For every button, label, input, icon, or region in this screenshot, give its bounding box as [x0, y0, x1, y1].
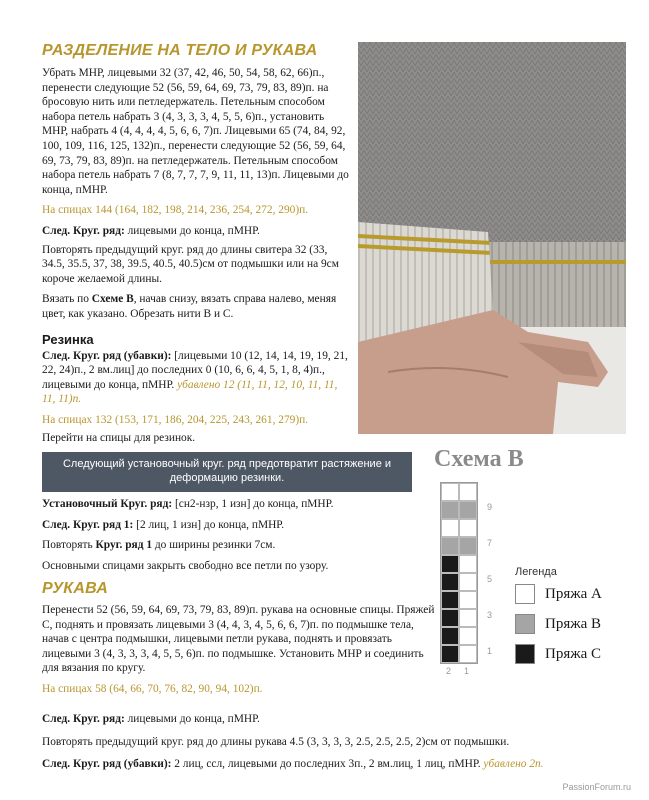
sleeves-dec-text: 2 лиц, ссл, лицевыми до последних 3п., 2 вм.лиц, 1 лиц, пМНР. [171, 758, 484, 771]
legend-label: Пряжа В [545, 615, 602, 632]
setup-text: [сн2-нзр, 1 изн] до конца, пМНР. [172, 498, 334, 510]
chart-cell [459, 573, 477, 591]
ribbing-title: Резинка [42, 331, 94, 347]
row1-label: След. Круг. ряд 1: [42, 518, 134, 531]
repeat-bold: Круг. ряд 1 [95, 539, 153, 552]
dec-label: След. Круг. ряд (убавки): [42, 349, 172, 362]
sweater-photo [358, 42, 626, 434]
sweater-photo-illustration [358, 42, 626, 434]
footer-watermark: PassionForum.ru [562, 782, 631, 792]
legend-swatch [515, 614, 535, 634]
chart-cell [441, 573, 459, 591]
chart-cell [459, 609, 477, 627]
chart-cell [459, 645, 477, 663]
tip-box [42, 452, 412, 492]
dec-text: [лицевыми 10 (12, 14, 14, 19, 19, 21, 22, 24)п., 2 вм.лиц] до последних 0 (10, 6, 6, 4, 5, 1, 8, 4)п., лицевыми до конца, пМНР. [42, 349, 348, 391]
legend-item [515, 584, 602, 604]
chart-cell [459, 627, 477, 645]
legend-swatch [515, 644, 535, 664]
section1-row [42, 224, 352, 239]
legend-item [515, 614, 602, 634]
sleeves-section [42, 603, 442, 697]
sleeves-row [42, 712, 622, 727]
chart-cell [459, 483, 477, 501]
sleeves-rows [42, 712, 622, 772]
chart-cell [459, 555, 477, 573]
chart-cell [459, 537, 477, 555]
chart-cell [459, 519, 477, 537]
chart-grid [440, 482, 478, 664]
ribbing-count: На спицах 132 (153, 171, 186, 204, 225, 243, 261, 279)п. [42, 413, 309, 426]
bindoff: Основными спицами закрыть свободно все петли по узору. [42, 559, 329, 572]
chart-title: Схема В [434, 446, 524, 472]
chart-row-number: 7 [487, 538, 493, 548]
repeat-row [42, 538, 432, 553]
chart-col-number: 2 [446, 666, 452, 676]
section1-text [42, 66, 352, 446]
sleeves-row-label: След. Круг. ряд: [42, 713, 125, 725]
sleeves-para2: Повторять предыдущий круг. ряд до длины рукава 4.5 (3, 3, 3, 3, 2.5, 2.5, 2.5, 2)см от подмышки. [42, 735, 510, 748]
chart-row-number: 9 [487, 502, 493, 512]
chart-cell [441, 483, 459, 501]
para3-post: , начав снизу, вязать справа налево, меняя цвет, как указано. Обрезать нити В и С. [42, 293, 337, 320]
chart-cell [441, 645, 459, 663]
para3-pre: Вязать по [42, 293, 92, 306]
ribbing-switch: Перейти на спицы для резинок. [42, 432, 196, 445]
section1-para1: Убрать МНР, лицевыми 32 (37, 42, 46, 50, 54, 58, 62, 66)п., перенести следующие 52 (56, 59, 64, 69, 73, 79, 83, 89)п. на бросовую нить или петледержатель. Петельным способом набора петель набрать 3 (4, 3, 3, 3, 4, 5, 5, 6)п., установить МНР, набрать 4 (4, 4, 4, 4, 5, 6, 6, 7)п. Лицевыми 65 (74, 84, 92, 100, 109, 116, 125, 132)п., перенести следующие 52 (56, 59, 64, 69, 73, 79, 83, 89)п. на петледержатель. Петельным способом набора петель набрать 7 (8, 7, 7, 7, 9, 11, 11, 13)п. Лицевыми до конца, пМНР. [42, 67, 349, 196]
ribbing-dec [42, 349, 352, 407]
section-title-body-sleeves: РАЗДЕЛЕНИЕ НА ТЕЛО И РУКАВА [42, 42, 318, 59]
section1-para3 [42, 292, 352, 321]
legend [515, 584, 602, 674]
chart-cell [441, 519, 459, 537]
repeat-pre: Повторять [42, 539, 96, 552]
legend-swatch [515, 584, 535, 604]
dec-note: убавлено 12 (11, 11, 12, 10, 11, 11, 11, 11)п. [42, 378, 338, 406]
chart-row-number: 3 [487, 610, 493, 620]
chart-cell [441, 609, 459, 627]
section1-count: На спицах 144 (164, 182, 198, 214, 236, 254, 272, 290)п. [42, 204, 309, 217]
chart-row-number: 5 [487, 574, 493, 584]
row-text: лицевыми до конца, пМНР. [124, 224, 260, 237]
tip-text: Следующий установочный круг. ряд предотвратит растяжение и деформацию резинки. [62, 458, 392, 484]
sleeves-dec-label: След. Круг. ряд (убавки): [42, 758, 172, 771]
chart-cell [441, 591, 459, 609]
sleeves-row-text: лицевыми до конца, пМНР. [124, 713, 260, 725]
chart-cell [459, 591, 477, 609]
setup-section [42, 497, 432, 573]
chart-col-number: 1 [464, 666, 470, 676]
chart-cell [441, 501, 459, 519]
row-label: След. Круг. ряд: [42, 224, 125, 237]
sleeves-count: На спицах 58 (64, 66, 70, 76, 82, 90, 94, 102)п. [42, 682, 263, 695]
repeat-post: до ширины резинки 7см. [152, 539, 276, 552]
chart-ref: Схеме В [91, 293, 134, 306]
chart-cell [459, 501, 477, 519]
chart-cell [441, 555, 459, 573]
setup-row [42, 497, 432, 512]
section-title-sleeves: РУКАВА [42, 580, 108, 597]
section1-para2: Повторять предыдущий круг. ряд до длины свитера 32 (33, 34.5, 35.5, 37, 38, 39.5, 40.5, 40.5)см от подмышки или на 9см короче желаемой длины. [42, 243, 339, 285]
chart-row-number: 1 [487, 646, 493, 656]
setup-label: Установочный Круг. ряд: [42, 498, 173, 510]
legend-title: Легенда [515, 566, 557, 578]
legend-label: Пряжа С [545, 645, 602, 662]
row1 [42, 518, 432, 533]
row1-text: [2 лиц, 1 изн] до конца, пМНР. [133, 518, 285, 531]
sleeves-dec-note: убавлено 2п. [483, 758, 544, 771]
legend-label: Пряжа А [545, 585, 602, 602]
sleeves-dec [42, 757, 622, 772]
legend-item [515, 644, 602, 664]
sleeves-para1: Перенести 52 (56, 59, 64, 69, 73, 79, 83, 89)п. рукава на основные спицы. Пряжей С, поднять и провязать лицевыми 3 (4, 4, 3, 4, 5, 6, 6, 7)п. по подмышке тела, начав с центра подмышки, лицевыми петли рукава, поднять и провязать лицевыми 3 (4, 3, 3, 3, 4, 5, 5, 6)п. по подмышке. Установить МНР и соединить для вязания по кругу. [42, 604, 435, 675]
chart-cell [441, 627, 459, 645]
chart-cell [441, 537, 459, 555]
